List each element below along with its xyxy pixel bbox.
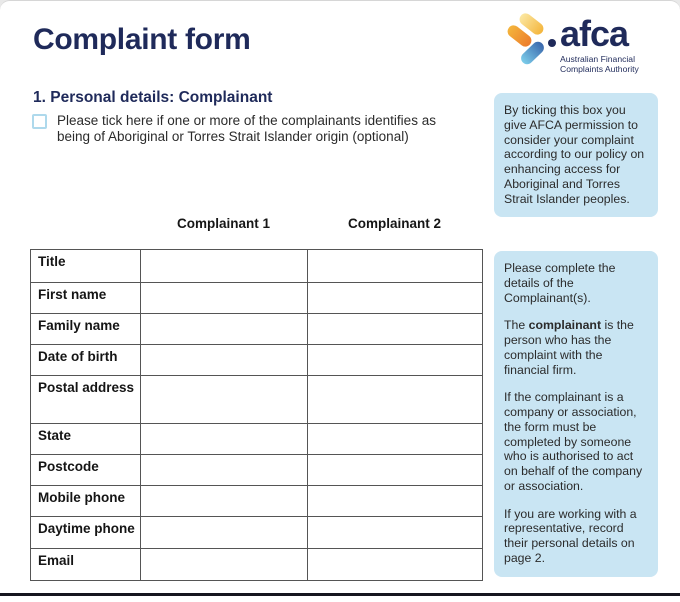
table-row <box>31 455 483 486</box>
cell-postal-address-complainant2[interactable] <box>308 376 483 424</box>
cell-daytime-phone-complainant1[interactable] <box>141 517 308 549</box>
cell-postcode-complainant1[interactable] <box>141 455 308 486</box>
table-row <box>31 250 483 283</box>
table-row <box>31 424 483 455</box>
cell-postal-address-complainant1[interactable] <box>141 376 308 424</box>
afca-logo <box>506 11 666 75</box>
cell-date-of-birth-complainant2[interactable] <box>308 345 483 376</box>
section-1-heading: 1. Personal details: Complainant <box>33 89 273 106</box>
details-note-p2-suffix: is the person who has the complaint with the financial firm. <box>504 318 634 377</box>
details-note-p4: If you are working with a representative, record their personal details on page 2. <box>504 506 637 565</box>
cell-family-name-complainant2[interactable] <box>308 314 483 345</box>
cell-state-complainant1[interactable] <box>141 424 308 455</box>
cell-title-complainant1[interactable] <box>141 250 308 283</box>
page-title: Complaint form <box>33 23 251 56</box>
table-row <box>31 283 483 314</box>
row-label-first-name: First name <box>31 283 141 314</box>
column-header-spacer <box>30 216 140 231</box>
row-label-date-of-birth: Date of birth <box>31 345 141 376</box>
cell-state-complainant2[interactable] <box>308 424 483 455</box>
details-note-p2 <box>504 318 648 377</box>
table-row <box>31 517 483 549</box>
cell-first-name-complainant1[interactable] <box>141 283 308 314</box>
permission-note-text: By ticking this box you give AFCA permission to consider your complaint according to our policy on enhancing access for Aboriginal and Torres Strait Islander peoples. <box>504 103 645 206</box>
cell-mobile-phone-complainant1[interactable] <box>141 486 308 517</box>
details-note-p1: Please complete the details of the Complainant(s). <box>504 261 616 305</box>
personal-details-table <box>30 249 483 581</box>
table-row <box>31 549 483 581</box>
table-row <box>31 345 483 376</box>
details-note-p2-prefix: The <box>504 318 529 333</box>
cell-date-of-birth-complainant1[interactable] <box>141 345 308 376</box>
row-label-postal-address: Postal address <box>31 376 141 424</box>
cell-first-name-complainant2[interactable] <box>308 283 483 314</box>
page-footer-rule <box>0 593 680 596</box>
column-header-complainant-1: Complainant 1 <box>176 216 270 231</box>
table-row <box>31 376 483 424</box>
details-note-p3: If the complainant is a company or association, the form must be completed by someone who is authorised to act on behalf of the company or association. <box>504 390 643 493</box>
row-label-state: State <box>31 424 141 455</box>
row-label-family-name: Family name <box>31 314 141 345</box>
cell-mobile-phone-complainant2[interactable] <box>308 486 483 517</box>
cell-daytime-phone-complainant2[interactable] <box>308 517 483 549</box>
permission-note-box <box>494 93 658 217</box>
column-header-complainant-2: Complainant 2 <box>347 216 441 231</box>
cell-family-name-complainant1[interactable] <box>141 314 308 345</box>
aboriginal-origin-checkbox[interactable] <box>32 114 47 129</box>
cell-postcode-complainant2[interactable] <box>308 455 483 486</box>
row-label-mobile-phone: Mobile phone <box>31 486 141 517</box>
row-label-postcode: Postcode <box>31 455 141 486</box>
cell-title-complainant2[interactable] <box>308 250 483 283</box>
aboriginal-origin-checkbox-label: Please tick here if one or more of the complainants identifies as being of Aboriginal or Torres Strait Islander origin (optional) <box>57 113 436 144</box>
table-row <box>31 314 483 345</box>
afca-logo-mark <box>506 15 550 69</box>
logo-tagline-line2: Complaints Authority <box>560 63 639 74</box>
cell-email-complainant2[interactable] <box>308 549 483 581</box>
logo-text <box>560 13 639 74</box>
table-column-headers <box>30 216 482 231</box>
row-label-title: Title <box>31 250 141 283</box>
row-label-daytime-phone: Daytime phone <box>31 517 141 549</box>
logo-brand-name: afca <box>560 13 629 54</box>
logo-tagline-line1: Australian Financial <box>560 53 635 64</box>
logo-tagline <box>560 54 639 75</box>
table-row <box>31 486 483 517</box>
details-note-p2-bold: complainant <box>528 318 602 333</box>
aboriginal-origin-checkbox-row <box>32 113 462 145</box>
row-label-email: Email <box>31 549 141 581</box>
details-note-box <box>494 251 658 577</box>
cell-email-complainant1[interactable] <box>141 549 308 581</box>
logo-dot-icon <box>548 39 556 47</box>
